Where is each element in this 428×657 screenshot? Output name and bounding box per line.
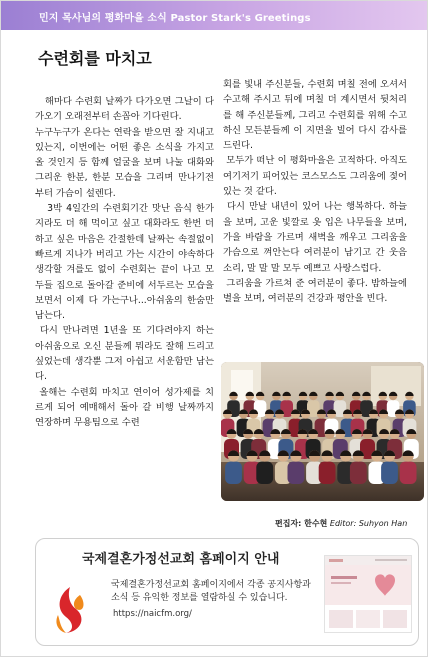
photo-person-body <box>225 462 242 484</box>
article-paragraph: 해마다 수련회 날짜가 다가오면 그날이 다가오기 오래전부터 손꼽아 기다린다. <box>35 96 214 123</box>
editor-label: 편집자: 한수현 <box>275 519 328 528</box>
photo-person-body <box>256 462 273 484</box>
group-photo-image <box>221 362 424 501</box>
article-column-left <box>35 94 214 431</box>
photo-person-body <box>400 462 417 484</box>
website-screenshot-thumbnail[interactable] <box>324 555 412 633</box>
group-photo <box>221 362 424 501</box>
ad-description: 국제결혼가정선교회 홈페이지에서 각종 공지사항과 소식 등 유익한 정보를 열람하실 수 있습니다. <box>111 580 311 603</box>
photo-person-body <box>350 462 367 484</box>
photo-person-body <box>319 462 336 484</box>
article-paragraph: 다시 만나려면 1년을 또 기다려야지 하는 아쉬움으로 오신 분들께 뭐라도 잘해 드리고 싶었는데 생각뿐 그저 아쉽고 서운함만 남는다. <box>35 325 214 383</box>
header-title: 민지 목사님의 평화마을 소식 Pastor Stark's Greetings <box>39 13 311 24</box>
mission-logo-icon <box>52 585 88 635</box>
article-paragraph: 누구누구가 온다는 연락을 받으면 잘 지내고 있는지, 이번에는 어떤 좋은 소식을 가지고 올 것인지 등 함께 얼굴을 보며 나눌 대화와 그리운 한분, 한분 모습을 그리며 만나기전부터 가슴이 설렌다. <box>35 126 214 199</box>
editor-credit <box>275 518 407 529</box>
editor-name: Editor: Suhyon Han <box>329 519 408 528</box>
article-paragraph: 다시 만날 내년이 있어 나는 행복하다. 하늘을 보며, 고운 빛깔로 옷 입은 나무들을 보며, 가을 바람을 가르며 새벽을 깨우고 그리움을 가슴으로 껴안는다 여러분이 남기고 간 웃음소리, 말 말 말 모두 예쁘고 사랑스럽다. <box>223 201 407 274</box>
photo-person-body <box>381 462 398 484</box>
article-paragraph: 그리움을 가르쳐 준 여러분이 좋다. 밤하늘에 별을 보며, 여러분의 건강과 평안을 빈다. <box>223 277 407 305</box>
article-paragraph: 3박 4일간의 수련회기간 맛난 음식 한가지라도 더 해 먹이고 싶고 대화라도 한번 더하고 싶은 마음은 간절한데 날짜는 속절없이 빠르게 지나가 버리고 가는 시간이 야속하다 생각할 겨를도 없이 수련회는 끝이 나고 모두들 집으로 돌아갈 준비에 서두르는 모습을 보면서 이제 다 가는구나...아쉬움의 한숨만 남는다. <box>35 203 214 322</box>
website-preview-image <box>325 556 411 632</box>
photo-person-body <box>288 462 305 484</box>
homepage-ad-box[interactable] <box>35 538 419 646</box>
ad-title: 국제결혼가정선교회 홈페이지 안내 <box>82 552 280 567</box>
article-paragraph: 올해는 수련회 마치고 연이어 성가제를 치르게 되어 예매해서 돌아 갈 비행 날짜까지 연장하며 무용팀으로 수련 <box>35 386 214 429</box>
article-paragraph: 회를 빛내 주신분들, 수련회 며칠 전에 오셔서 수고해 주시고 뒤에 며칠 더 계시면서 뒷처리를 해 주신분들께, 그리고 수련회를 위해 수고하신 모든분들께 이 지면을 빌어 다시 감사를 드린다. <box>223 79 407 152</box>
header-bar <box>1 1 427 30</box>
ad-url-link[interactable]: https://naicfm.org/ <box>113 609 192 619</box>
article-paragraph: 모두가 떠난 이 평화마을은 고적하다. 아직도 여기저기 피어있는 코스모스도 그리움에 젖어 있는 것 같다. <box>223 155 407 198</box>
article-column-right <box>223 77 407 306</box>
article-title: 수련회를 마치고 <box>38 49 152 68</box>
